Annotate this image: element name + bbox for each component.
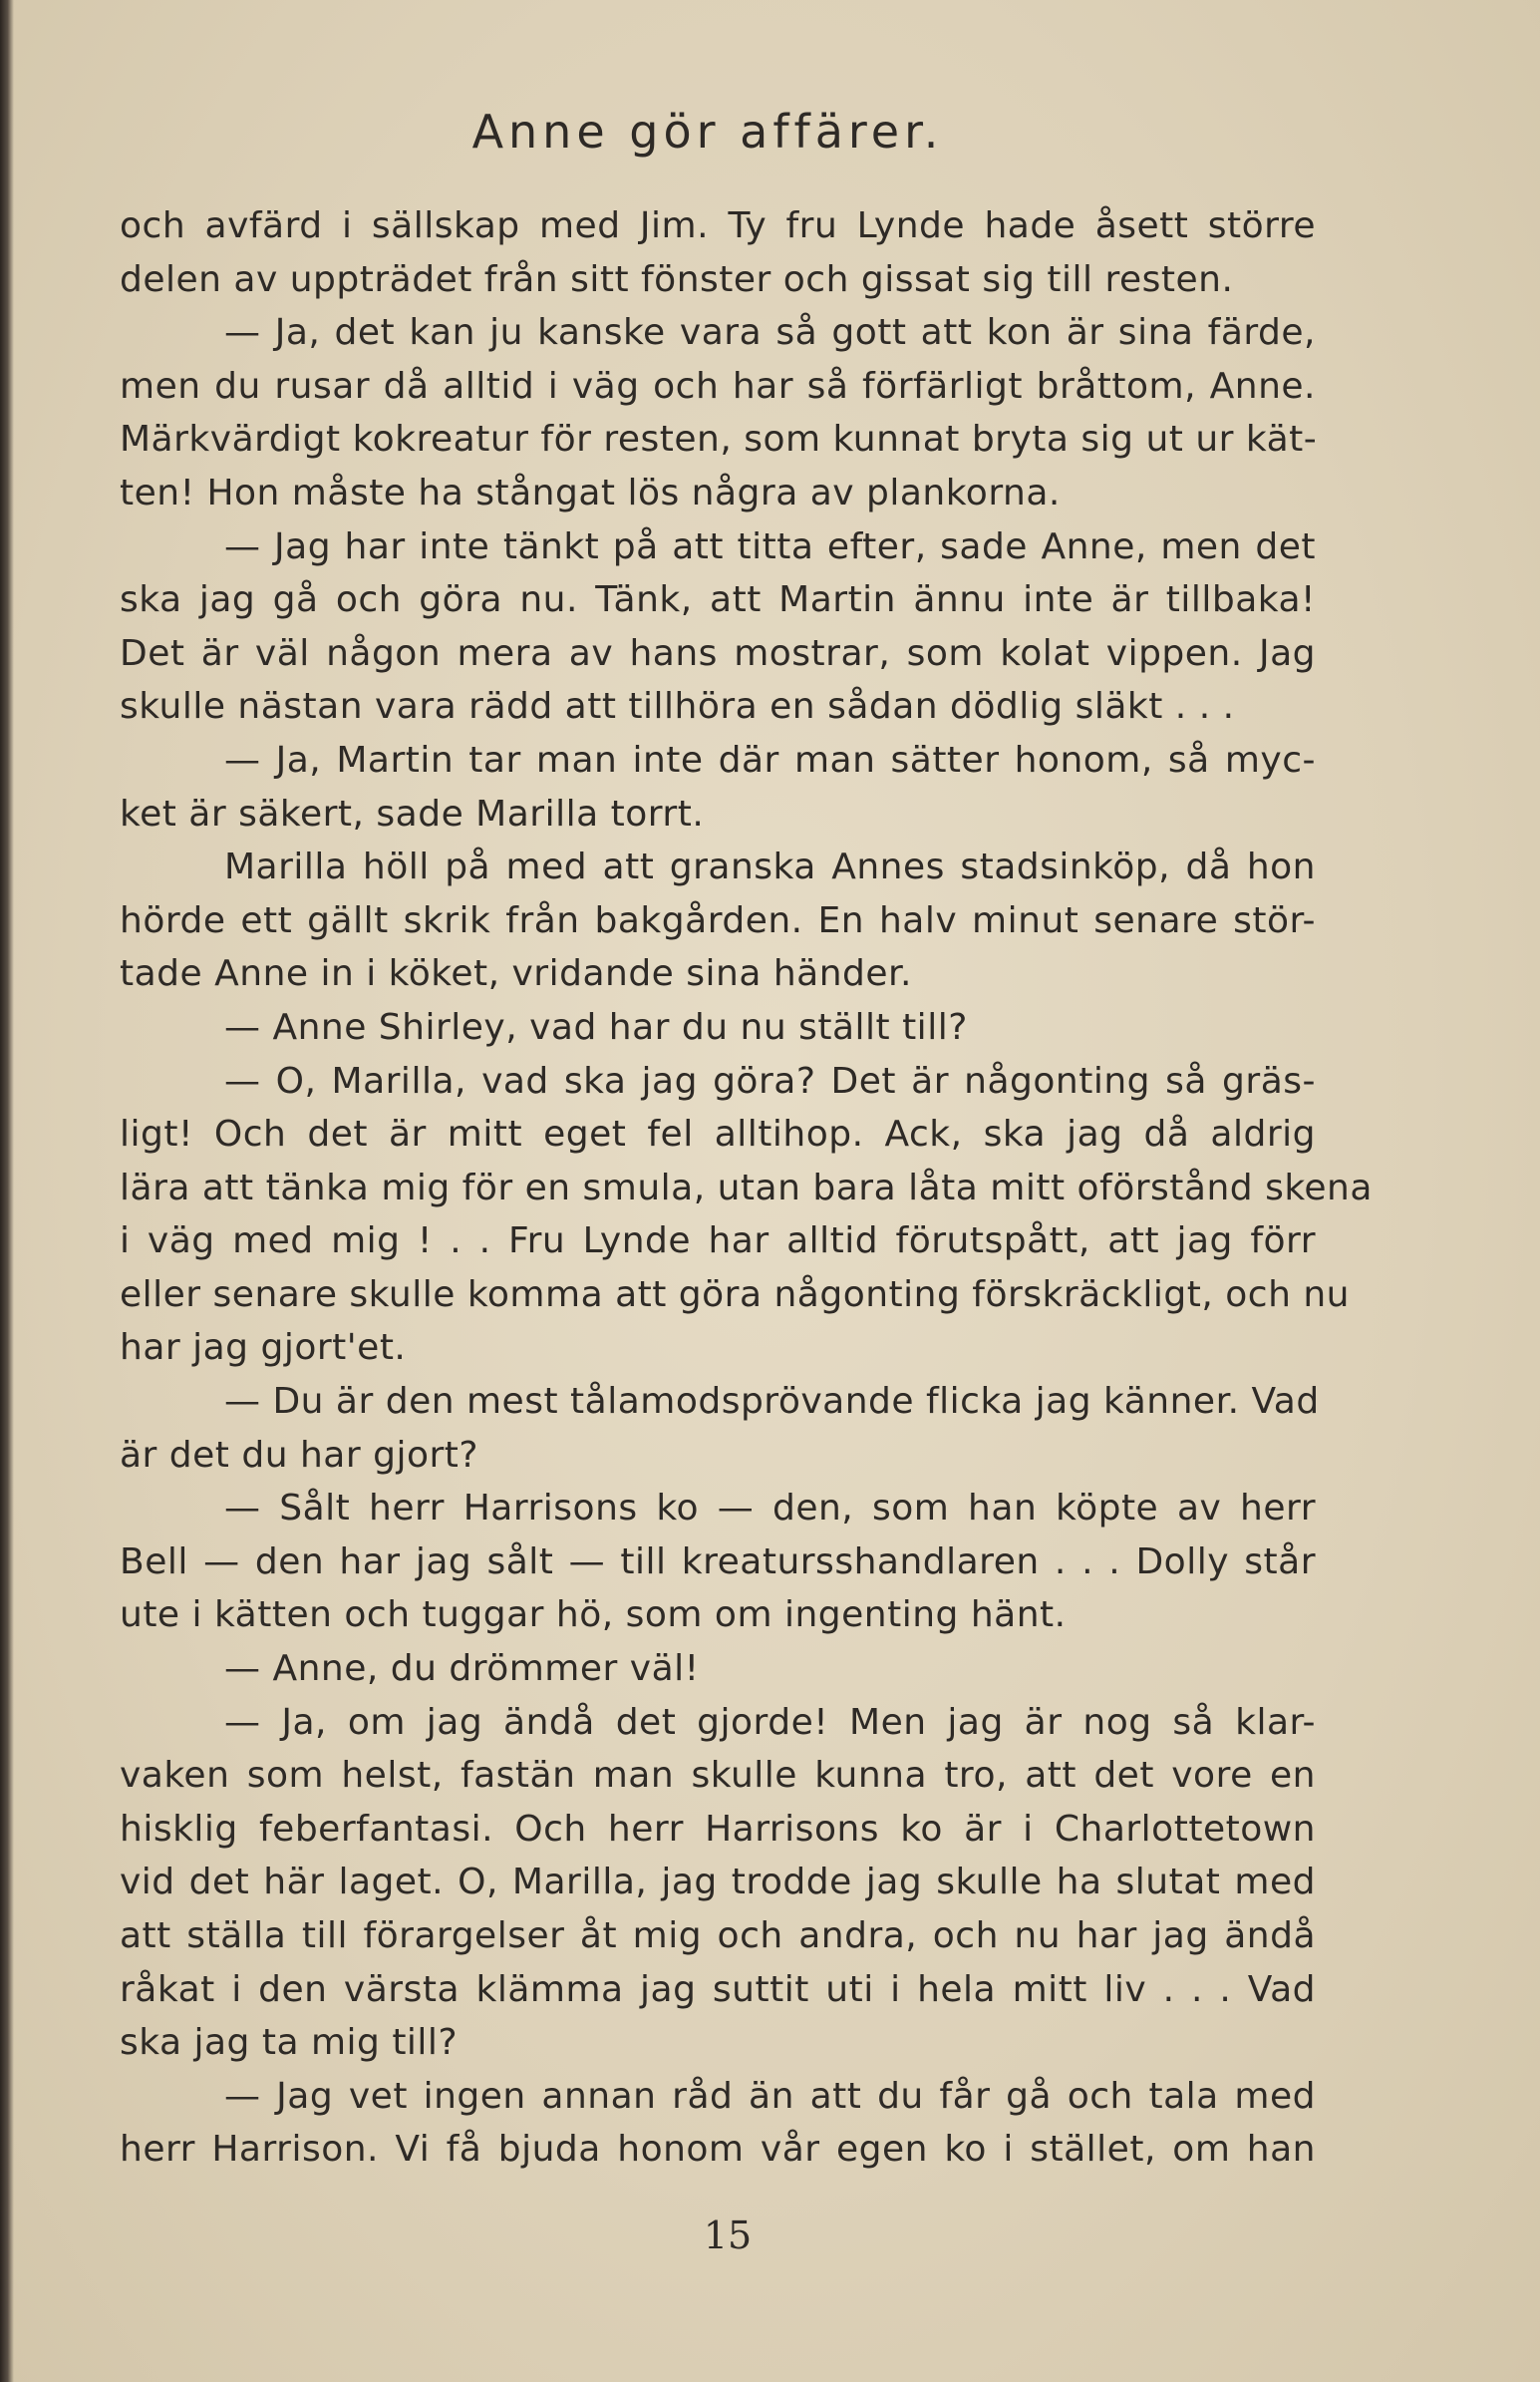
text-line: i väg med mig ! . . Fru Lynde har alltid förutspått, att jag förr (120, 1220, 1316, 1262)
text-line: och avfärd i sällskap med Jim. Ty fru Lynde hade åsett större (120, 205, 1316, 246)
page-title: Anne gör affärer. (471, 105, 944, 159)
text-line: — Ja, Martin tar man inte där man sätter honom, så myc- (224, 739, 1316, 781)
text-line: — Du är den mest tålamodsprövande flicka jag känner. Vad (224, 1381, 1320, 1423)
text-line: delen av uppträdet från sitt fönster och gissat sig till resten. (120, 258, 1234, 300)
book-spine-shadow (0, 0, 14, 2382)
text-line: vaken som helst, fastän man skulle kunna tro, att det vore en (120, 1755, 1316, 1797)
page-number: 15 (703, 2213, 753, 2257)
text-line: skulle nästan vara rädd att tillhöra en sådan dödlig släkt . . . (120, 686, 1235, 728)
text-line: Bell — den har jag sålt — till kreatursshandlaren . . . Dolly står (120, 1540, 1316, 1582)
text-line: — Anne Shirley, vad har du nu ställt till? (224, 1006, 968, 1048)
text-line: men du rusar då alltid i väg och har så förfärligt bråttom, Anne. (120, 365, 1316, 407)
text-line: herr Harrison. Vi få bjuda honom vår egen ko i stället, om han (120, 2129, 1316, 2171)
text-line: — Jag har inte tänkt på att titta efter, sade Anne, men det (224, 525, 1316, 567)
text-line: ute i kätten och tuggar hö, som om ingenting hänt. (120, 1594, 1067, 1636)
text-line: — Ja, det kan ju kanske vara så gott att kon är sina färde, (224, 312, 1316, 354)
text-line: hisklig feberfantasi. Och herr Harrisons ko är i Charlottetown (120, 1808, 1316, 1850)
text-line: eller senare skulle komma att göra någonting förskräckligt, och nu (120, 1273, 1350, 1315)
text-line: tade Anne in i köket, vridande sina händer. (120, 953, 912, 995)
text-line: har jag gjort'et. (120, 1327, 407, 1369)
text-line: — O, Marilla, vad ska jag göra? Det är någonting så gräs- (224, 1060, 1316, 1102)
text-line: Det är väl någon mera av hans mostrar, som kolat vippen. Jag (120, 632, 1316, 674)
text-line: ligt! Och det är mitt eget fel alltihop. Ack, ska jag då aldrig (120, 1114, 1316, 1156)
text-line: Marilla höll på med att granska Annes stadsinköp, då hon (224, 847, 1316, 888)
text-line: — Ja, om jag ändå det gjorde! Men jag är nog så klar- (224, 1701, 1316, 1743)
text-line: ten! Hon måste ha stångat lös några av plankorna. (120, 472, 1061, 513)
text-line: att ställa till förargelser åt mig och andra, och nu har jag ändå (120, 1915, 1316, 1956)
text-line: råkat i den värsta klämma jag suttit uti i hela mitt liv . . . Vad (120, 1968, 1316, 2010)
text-line: ska jag ta mig till? (120, 2022, 459, 2064)
body-text (120, 199, 1373, 2177)
text-line: — Sålt herr Harrisons ko — den, som han köpte av herr (224, 1488, 1316, 1530)
text-line: ska jag gå och göra nu. Tänk, att Martin ännu inte är tillbaka! (120, 579, 1316, 621)
text-line: hörde ett gällt skrik från bakgården. En halv minut senare stör- (120, 899, 1316, 941)
text-line: Märkvärdigt kokreatur för resten, som kunnat bryta sig ut ur kät- (120, 419, 1318, 461)
text-line: ket är säkert, sade Marilla torrt. (120, 793, 705, 835)
text-line: vid det här laget. O, Marilla, jag trodde jag skulle ha slutat med (120, 1862, 1316, 1903)
text-line: är det du har gjort? (120, 1434, 478, 1476)
text-line: — Anne, du drömmer väl! (224, 1648, 700, 1690)
text-line: lära att tänka mig för en smula, utan bara låta mitt oförstånd skena (120, 1167, 1373, 1208)
text-line: — Jag vet ingen annan råd än att du får gå och tala med (224, 2075, 1316, 2117)
